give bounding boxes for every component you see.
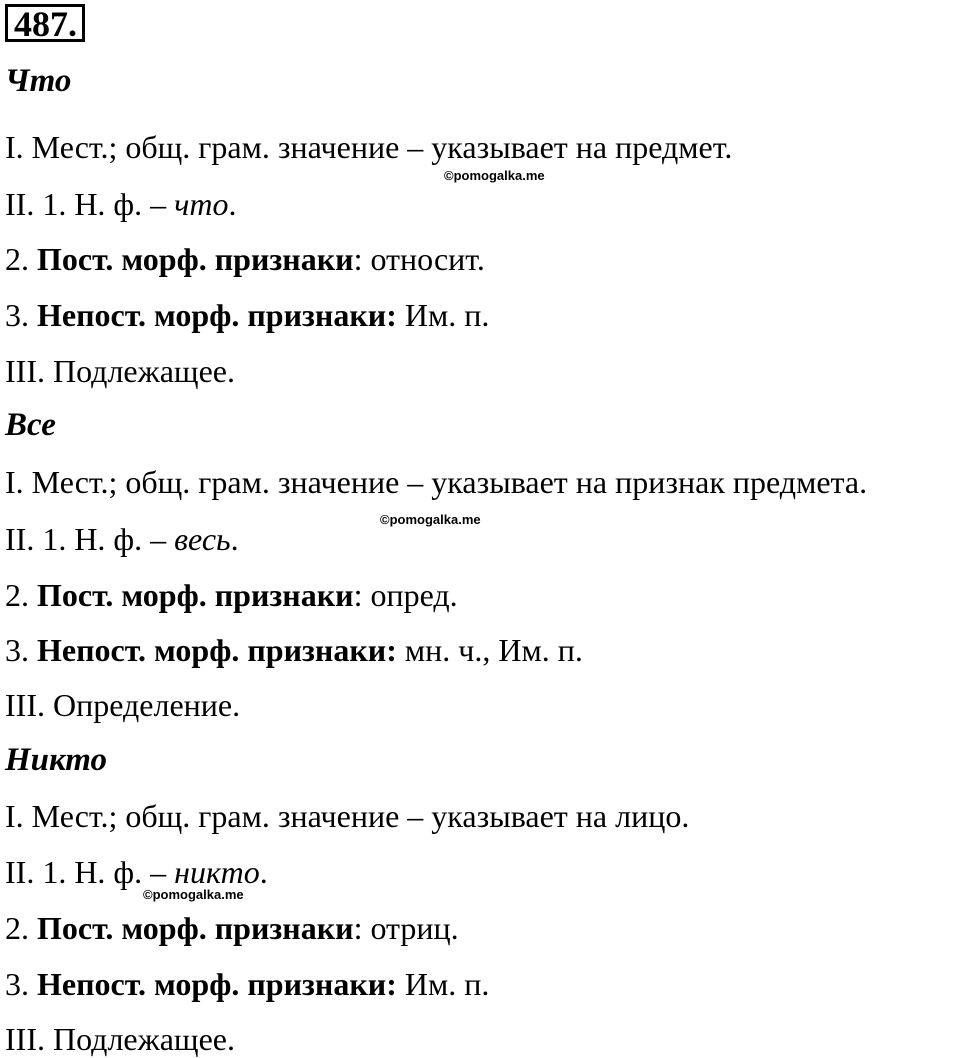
variable-features-number: 3. bbox=[5, 966, 37, 1002]
initial-form-line bbox=[5, 185, 237, 223]
initial-form-suffix: . bbox=[228, 186, 237, 222]
variable-features-label: Непост. морф. признаки: bbox=[37, 632, 397, 668]
initial-form-word: весь bbox=[174, 521, 231, 557]
variable-features-line bbox=[5, 296, 489, 334]
initial-form-suffix: . bbox=[230, 521, 239, 557]
task-number: 487. bbox=[5, 4, 85, 42]
constant-features-line bbox=[5, 576, 458, 614]
variable-features-label: Непост. морф. признаки: bbox=[37, 966, 397, 1002]
variable-features-value: Им. п. bbox=[396, 297, 490, 333]
watermark: ©pomogalka.me bbox=[380, 512, 481, 527]
constant-features-number: 2. bbox=[5, 910, 37, 946]
constant-features-number: 2. bbox=[5, 241, 37, 277]
initial-form-line bbox=[5, 520, 239, 558]
variable-features-number: 3. bbox=[5, 297, 37, 333]
initial-form-word: что bbox=[174, 186, 229, 222]
constant-features-value: : относит. bbox=[353, 241, 485, 277]
constant-features-label: Пост. морф. признаки bbox=[37, 241, 354, 277]
constant-features-label: Пост. морф. признаки bbox=[37, 910, 354, 946]
constant-features-line bbox=[5, 240, 485, 278]
constant-features-value: : отриц. bbox=[353, 910, 459, 946]
section-heading: Что bbox=[5, 63, 72, 99]
constant-features-label: Пост. морф. признаки bbox=[37, 577, 354, 613]
variable-features-value: Им. п. bbox=[396, 966, 490, 1002]
general-meaning-line: I. Мест.; общ. грам. значение – указывает на признак предмета. bbox=[5, 464, 868, 500]
constant-features-line bbox=[5, 909, 459, 947]
section-heading: Никто bbox=[5, 742, 108, 778]
initial-form-prefix: II. 1. Н. ф. – bbox=[5, 854, 175, 890]
constant-features-number: 2. bbox=[5, 577, 37, 613]
initial-form-prefix: II. 1. Н. ф. – bbox=[5, 186, 175, 222]
variable-features-line bbox=[5, 965, 489, 1003]
watermark: ©pomogalka.me bbox=[444, 168, 545, 183]
watermark: ©pomogalka.me bbox=[143, 887, 244, 902]
initial-form-prefix: II. 1. Н. ф. – bbox=[5, 521, 175, 557]
constant-features-value: : опред. bbox=[353, 577, 458, 613]
section-heading: Все bbox=[5, 407, 56, 443]
variable-features-label: Непост. морф. признаки: bbox=[37, 297, 397, 333]
syntactic-role-line: III. Подлежащее. bbox=[5, 353, 235, 389]
initial-form-suffix: . bbox=[259, 854, 268, 890]
variable-features-line bbox=[5, 631, 583, 669]
initial-form-line bbox=[5, 853, 268, 891]
initial-form-word: никто bbox=[174, 854, 260, 890]
syntactic-role-line: III. Подлежащее. bbox=[5, 1021, 235, 1057]
general-meaning-line: I. Мест.; общ. грам. значение – указывает на лицо. bbox=[5, 798, 690, 834]
general-meaning-line: I. Мест.; общ. грам. значение – указывает на предмет. bbox=[5, 129, 733, 165]
variable-features-value: мн. ч., Им. п. bbox=[396, 632, 583, 668]
variable-features-number: 3. bbox=[5, 632, 37, 668]
syntactic-role-line: III. Определение. bbox=[5, 687, 241, 723]
